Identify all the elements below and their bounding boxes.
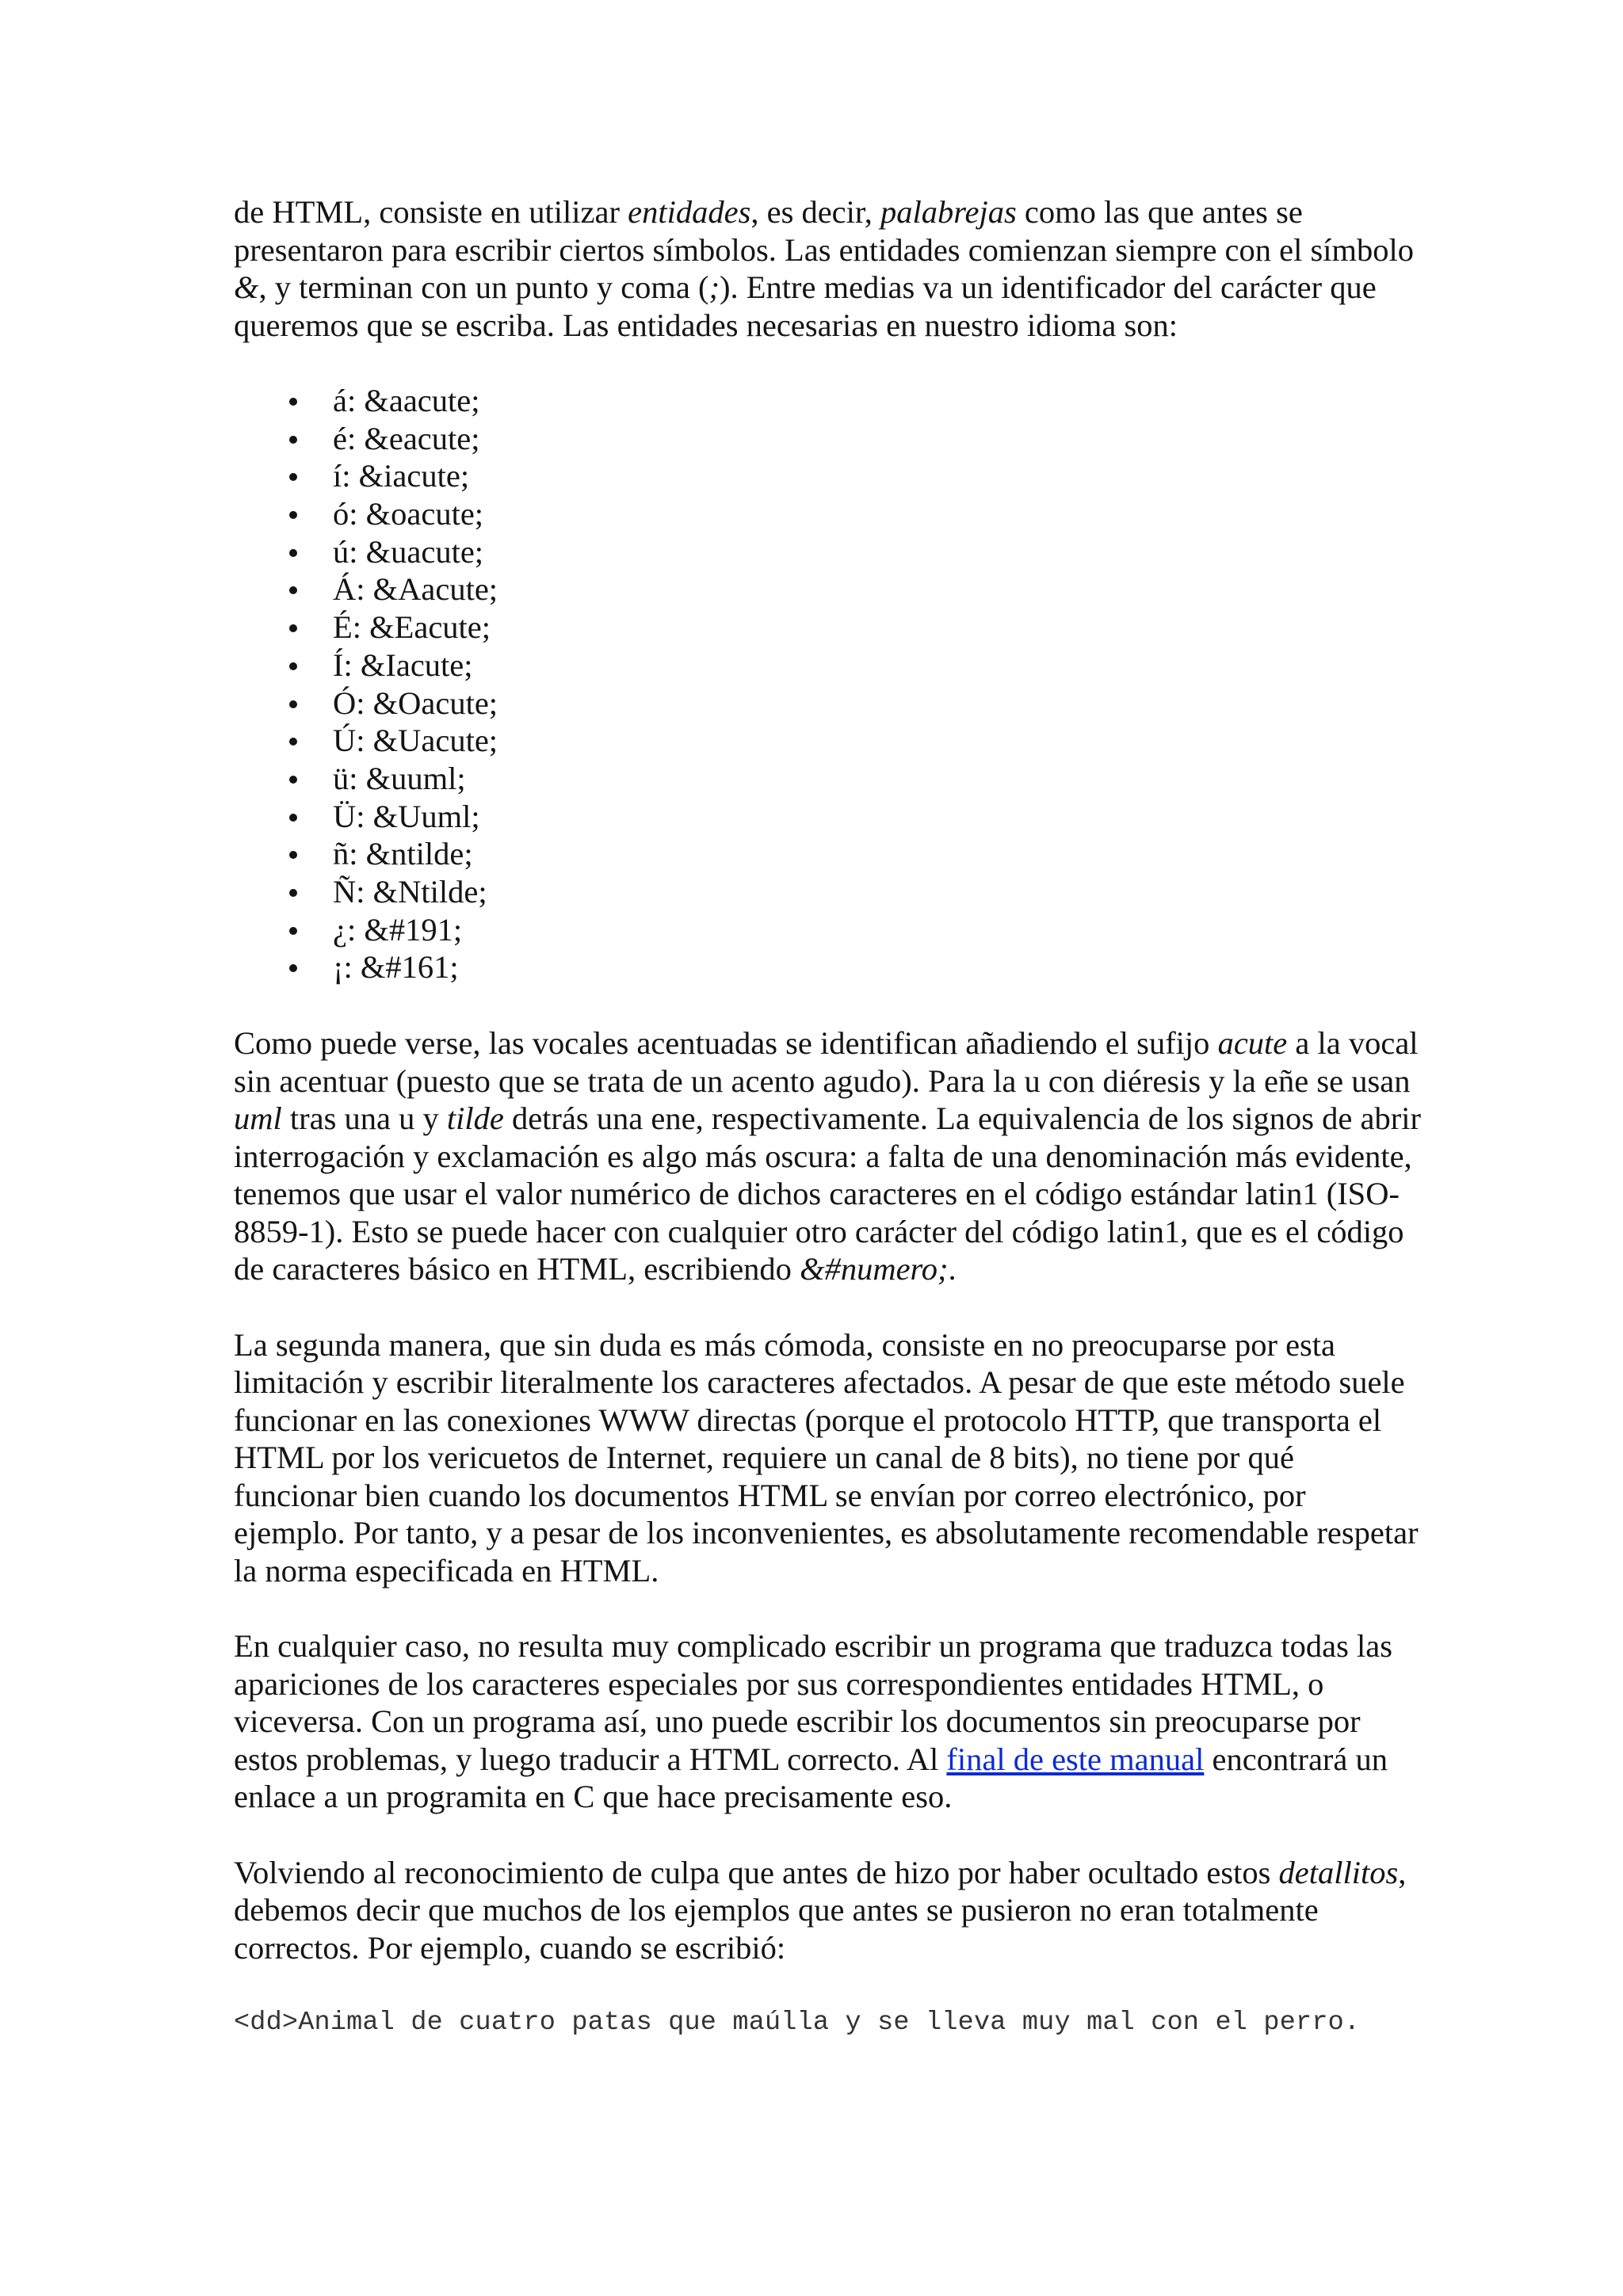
paragraph-translator-program [234,1627,1423,1816]
list-item [234,420,1423,458]
list-item [234,382,1423,420]
list-item [234,685,1423,723]
spacer [234,1966,1423,2004]
list-item [234,646,1423,685]
text: de HTML, consiste en utilizar [234,194,628,230]
emphasis: & [234,269,259,305]
emphasis: palabrejas [880,194,1017,230]
text: encontrará un enlace a un programita en C que hace precisamente eso. [234,1741,1388,1814]
list-item-text: Ñ: &Ntilde; [333,873,487,910]
manual-end-link[interactable]: final de este manual [946,1741,1205,1777]
bullet-icon [289,889,297,897]
list-item-text: ñ: &ntilde; [333,836,473,872]
emphasis: tilde [446,1100,504,1136]
code-example: <dd>Animal de cuatro patas que maúlla y se lleva muy mal con el perro. [234,2008,1361,2038]
spacer [234,1589,1423,1627]
list-item [234,948,1423,986]
list-item [234,911,1423,949]
bullet-icon [289,473,297,481]
list-item-text: ü: &uuml; [333,760,466,796]
bullet-icon [289,927,297,935]
bullet-icon [289,436,297,444]
paragraph-accent-explanation [234,1024,1423,1288]
text: tras una u y [281,1100,447,1136]
paragraph-details [234,1854,1423,1967]
text: a la vocal sin acentuar (puesto que se trata de un acento agudo). Para la u con diéresis y la eñe se usan [234,1025,1419,1099]
text: En cualquier caso, no resulta muy complicado escribir un programa que traduzca todas las apariciones de los caracteres especiales por sus correspondientes entidades HTML, o viceversa. Con un programa así, uno puede escribir los documentos sin preocuparse por estos problemas, y luego traducir a HTML correcto. Al [234,1628,1392,1777]
text: detrás una ene, respectivamente. La equivalencia de los signos de abrir interrogación y exclamación es algo más oscura: a falta de una denominación más evidente, tenemos que usar el valor numérico de dichos caracteres en el código estándar latin1 (ISO-8859-1). Esto se puede hacer con cualquier otro carácter del código latin1, que es el código de caracteres básico en HTML, escribiendo [234,1100,1421,1287]
list-item-text: Ü: &Uuml; [333,798,480,834]
text: , y terminan con un punto y coma ( [258,269,709,305]
list-item-text: ó: &oacute; [333,496,484,532]
list-item [234,760,1423,798]
emphasis: acute [1217,1025,1288,1061]
list-item-text: Í: &Iacute; [333,646,473,683]
text: . [948,1251,957,1287]
bullet-icon [289,851,297,859]
list-item-text: É: &Eacute; [333,609,491,646]
text: ). Entre medias va un identificador del carácter que queremos que se escriba. Las entidades necesarias en nuestro idioma son: [234,269,1377,343]
list-item-text: Á: &Aacute; [333,571,498,608]
emphasis: &#numero; [800,1251,949,1287]
spacer [234,1288,1423,1326]
list-item [234,608,1423,646]
list-item [234,533,1423,571]
bullet-icon [289,549,297,557]
list-item [234,722,1423,760]
spacer [234,1816,1423,1854]
spacer [234,986,1423,1024]
list-item-text: á: &aacute; [333,383,480,418]
list-item [234,835,1423,873]
paragraph-entities-intro [234,193,1423,344]
list-item [234,570,1423,608]
list-item-text: í: &iacute; [333,458,470,494]
text: , debemos decir que muchos de los ejemplos que antes se pusieron no eran totalmente correctos. Por ejemplo, cuando se escribió: [234,1854,1407,1966]
bullet-icon [289,738,297,746]
text: Volviendo al reconocimiento de culpa que antes de hizo por haber ocultado estos [234,1854,1279,1890]
list-item [234,873,1423,911]
list-item-text: Ú: &Uacute; [333,723,498,759]
list-item-text: ú: &uacute; [333,533,484,570]
bullet-icon [289,511,297,519]
list-item [234,495,1423,533]
document-page [234,193,1423,2042]
bullet-icon [289,814,297,822]
bullet-icon [289,964,297,972]
emphasis: entidades [628,194,751,230]
list-item [234,457,1423,495]
paragraph-second-method: La segunda manera, que sin duda es más cómoda, consiste en no preocuparse por esta limitación y escribir literalmente los caracteres afectados. A pesar de que este método suele funcionar en las conexiones WWW directas (porque el protocolo HTTP, que transporta el HTML por los vericuetos de Internet, requiere un canal de 8 bits), no tiene por qué funcionar bien cuando los documentos HTML se envían por correo electrónico, por ejemplo. Por tanto, y a pesar de los inconvenientes, es absolutamente recomendable respetar la norma especificada en HTML. [234,1326,1419,1589]
emphasis: ; [708,269,720,305]
list-item-text: ¿: &#191; [333,911,463,948]
list-item-text: é: &eacute; [333,420,480,456]
bullet-icon [289,662,297,670]
text: Como puede verse, las vocales acentuadas se identifican añadiendo el sufijo [234,1025,1218,1061]
bullet-icon [289,776,297,784]
bullet-icon [289,624,297,632]
spacer [234,344,1423,382]
entity-list [234,382,1423,986]
bullet-icon [289,398,297,406]
list-item-text: ¡: &#161; [333,949,459,986]
emphasis: detallitos [1278,1854,1399,1890]
text: como las que antes se presentaron para escribir ciertos símbolos. Las entidades comienzan siempre con el símbolo [234,194,1415,268]
text: , es decir, [750,194,881,230]
bullet-icon [289,700,297,708]
bullet-icon [289,586,297,594]
list-item [234,798,1423,836]
emphasis: uml [234,1100,282,1136]
list-item-text: Ó: &Oacute; [333,685,498,721]
